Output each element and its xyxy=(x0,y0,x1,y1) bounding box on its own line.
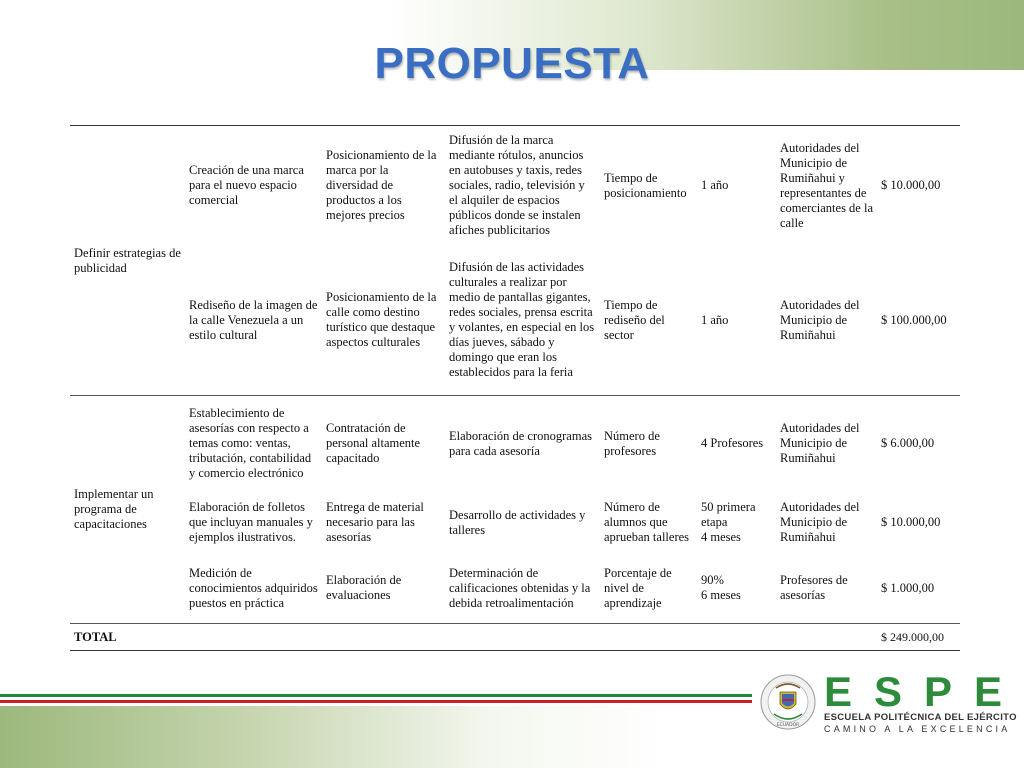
goal-cell: Entrega de material necesario para las asesorías xyxy=(326,500,424,544)
slide-title: PROPUESTA xyxy=(374,39,650,88)
table-row xyxy=(70,492,960,554)
responsible-cell: Autoridades del Municipio de Rumiñahui xyxy=(780,500,860,544)
strategy-cell: Elaboración de folletos que incluyan manuales y ejemplos ilustrativos. xyxy=(189,500,313,544)
cost-cell: $ 10.000,00 xyxy=(881,515,941,529)
table-row xyxy=(70,554,960,624)
institution-name: ESCUELA POLITÉCNICA DEL EJÉRCITO xyxy=(824,712,1017,723)
espe-logo xyxy=(756,668,1024,738)
goal-cell: Contratación de personal altamente capacitado xyxy=(322,396,445,492)
cost-cell: $ 6.000,00 xyxy=(877,396,960,492)
target-cell: 1 año xyxy=(701,312,729,327)
target-cell: 90% 6 meses xyxy=(701,573,741,603)
responsible-cell: Profesores de asesorías xyxy=(780,573,848,603)
indicator-cell: Tiempo de rediseño del sector xyxy=(604,297,665,342)
total-row xyxy=(70,624,960,651)
proposal-table xyxy=(70,125,960,651)
institution-motto: CAMINO A LA EXCELENCIA xyxy=(824,724,1011,734)
espe-emblem-icon xyxy=(760,674,816,730)
indicator-cell: Tiempo de posicionamiento xyxy=(600,126,697,246)
indicator-cell: Número de profesores xyxy=(600,396,697,492)
strategy-cell: Rediseño de la imagen de la calle Venezuela a un estilo cultural xyxy=(189,297,318,342)
cost-cell: $ 1.000,00 xyxy=(881,580,935,595)
objective-cell: Definir estrategias de publicidad xyxy=(70,126,185,396)
activity-cell: Desarrollo de actividades y talleres xyxy=(449,507,586,537)
goal-cell: Elaboración de evaluaciones xyxy=(326,573,402,603)
strategy-cell: Establecimiento de asesorías con respecto a temas como: ventas, tributación, contabilidad y comercio electrónico xyxy=(185,396,322,492)
espe-wordmark: ESPE xyxy=(824,668,1024,715)
table-row xyxy=(70,396,960,492)
indicator-cell: Porcentaje de nivel de aprendizaje xyxy=(604,565,672,610)
table-row xyxy=(70,246,960,396)
activity-cell: Difusión de la marca mediante rótulos, anuncios en autobuses y taxis, redes sociales, radio, televisión y el alquiler de espacios públicos donde se instalen afiches publicitarios xyxy=(445,126,600,246)
total-label: TOTAL xyxy=(70,624,185,651)
goal-cell: Posicionamiento de la calle como destino turístico que destaque aspectos culturales xyxy=(326,290,437,350)
target-cell: 4 Profesores xyxy=(697,396,776,492)
activity-cell: Elaboración de cronogramas para cada asesoría xyxy=(445,396,600,492)
activity-cell: Difusión de las actividades culturales a realizar por medio de pantallas gigantes, redes sociales, prensa escrita y volantes, en especial en los días jueves, sábado y domingo que eran los establecidos para la feria xyxy=(449,260,595,380)
target-cell: 50 primera etapa 4 meses xyxy=(701,500,756,544)
cost-cell: $ 100.000,00 xyxy=(881,312,947,327)
indicator-cell: Número de alumnos que aprueban talleres xyxy=(604,500,690,544)
strategy-cell: Medición de conocimientos adquiridos puestos en práctica xyxy=(189,565,318,610)
objective-cell: Implementar un programa de capacitaciones xyxy=(70,396,185,624)
cost-cell: $ 10.000,00 xyxy=(877,126,960,246)
responsible-cell: Autoridades del Municipio de Rumiñahui xyxy=(780,297,860,342)
total-value: $ 249.000,00 xyxy=(877,624,960,651)
responsible-cell: Autoridades del Municipio de Rumiñahui xyxy=(776,396,877,492)
strategy-cell: Creación de una marca para el nuevo espacio comercial xyxy=(185,126,322,246)
responsible-cell: Autoridades del Municipio de Rumiñahui y representantes de comerciantes de la calle xyxy=(776,126,877,246)
emblem-caption: ECUADOR xyxy=(776,723,800,728)
activity-cell: Determinación de calificaciones obtenidas y la debida retroalimentación xyxy=(449,565,591,610)
goal-cell: Posicionamiento de la marca por la diversidad de productos a los mejores precios xyxy=(322,126,445,246)
table-row xyxy=(70,126,960,246)
target-cell: 1 año xyxy=(697,126,776,246)
